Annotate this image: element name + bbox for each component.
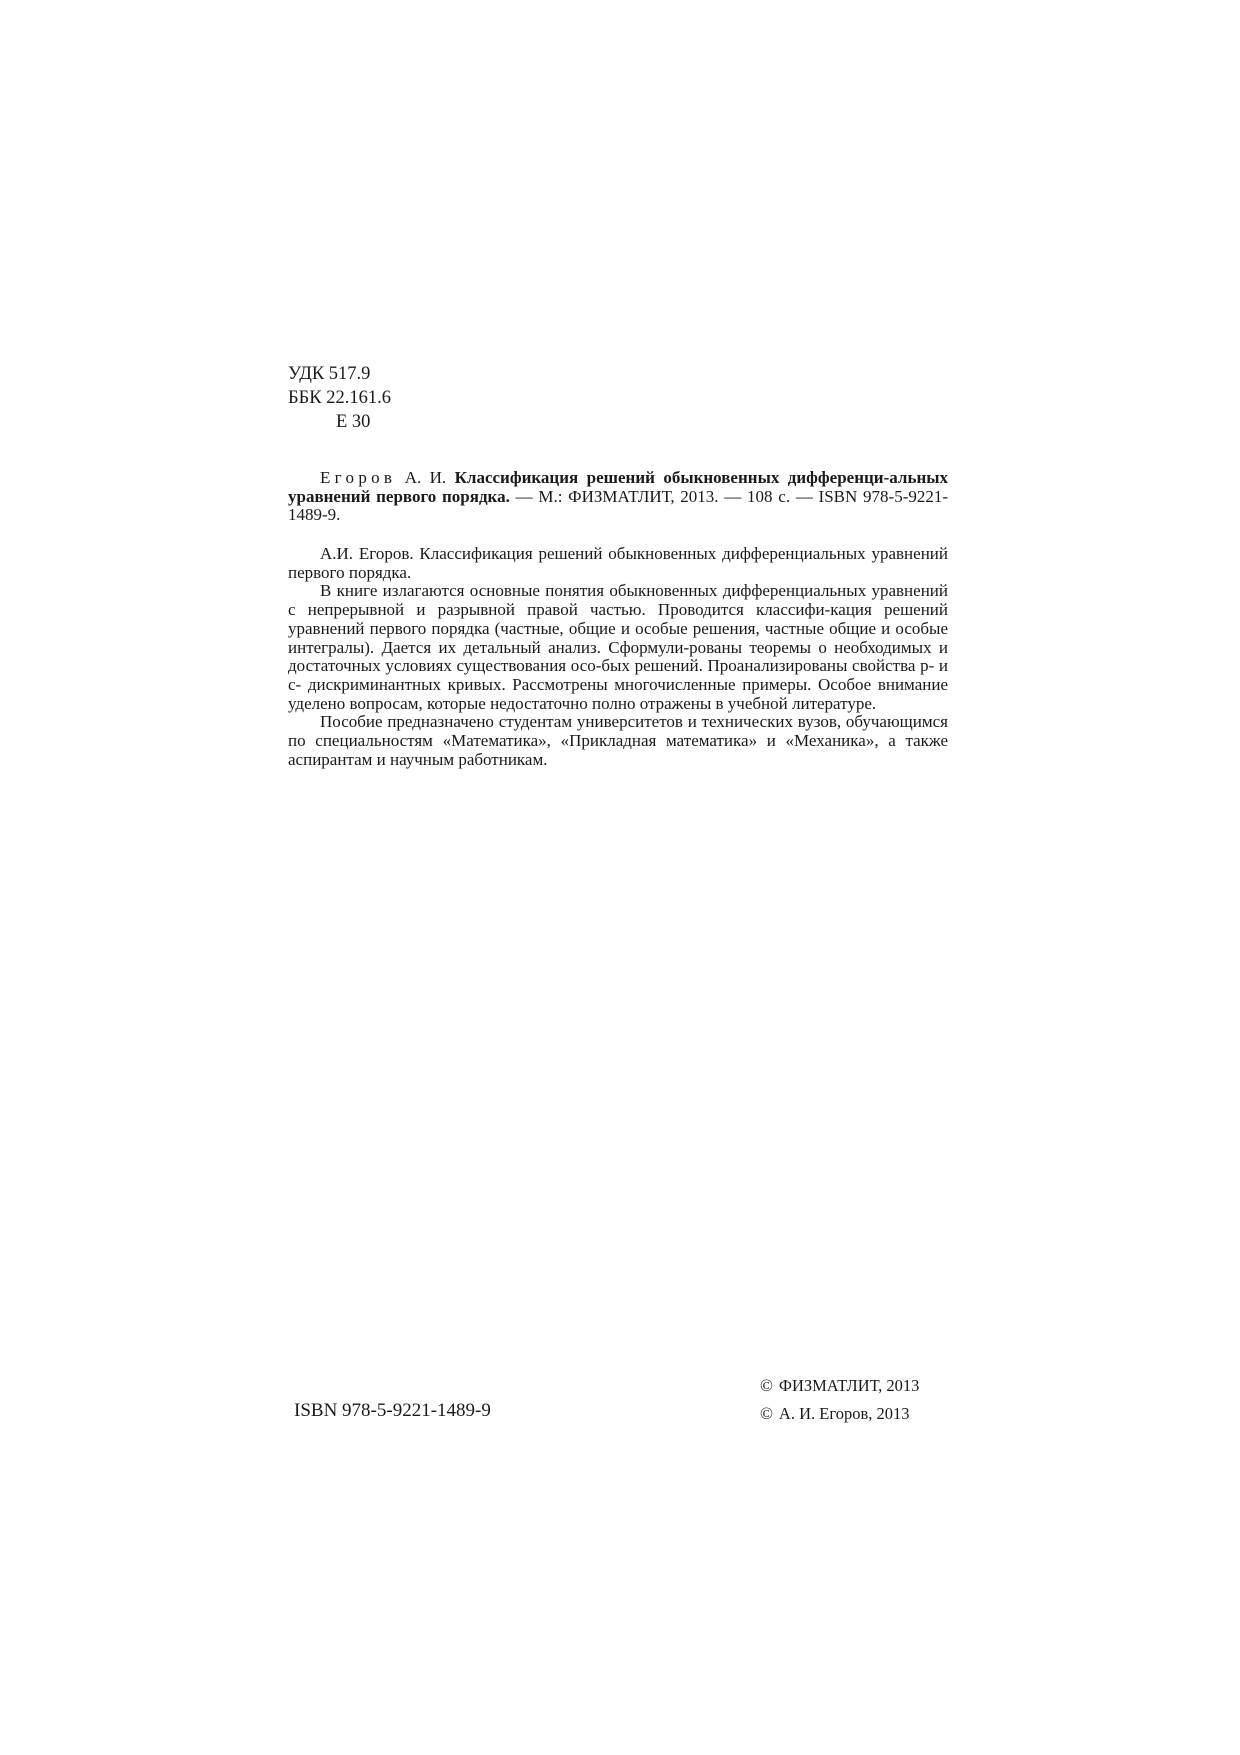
abstract-paragraph: Пособие предназначено студентам университетов и технических вузов, обучающимся по специальностям «Математика», «Прикладная математика» и «Механика», а также аспирантам и научным работникам. (288, 712, 948, 769)
bibliographic-record (288, 469, 948, 525)
abstract-paragraph: А.И. Егоров. Классификация решений обыкновенных дифференциальных уравнений первого порядка. (288, 544, 948, 582)
bbk-code: ББК 22.161.6 (288, 388, 391, 408)
book-title: Классификация решений обыкновенных дифференци-альных уравнений первого порядка. (288, 468, 949, 506)
copyright-block (760, 1372, 919, 1428)
classification-codes (288, 362, 391, 434)
copyright-holder: А. И. Егоров, 2013 (778, 1404, 910, 1423)
copyright-line (760, 1400, 919, 1428)
author-surname: Егоров (320, 468, 397, 487)
copyright-holder: ФИЗМАТЛИТ, 2013 (778, 1376, 920, 1395)
publication-info: — М.: ФИЗМАТЛИТ, 2013. — 108 с. — ISBN 978-5-9221-1489-9. (288, 486, 949, 525)
abstract-paragraph: В книге излагаются основные понятия обыкновенных дифференциальных уравнений с непрерывной и разрывной правой частью. Проводится классифи-кация решений уравнений первого порядка (частные, общие и особые решения, частные общие и особые интегралы). Дается их детальный анализ. Сформули-рованы теоремы о необходимых и достаточных условиях существования осо-бых решений. Проанализированы свойства p- и c- дискриминантных кривых. Рассмотрены многочисленные примеры. Особое внимание уделено вопросам, которые недостаточно полно отражены в учебной литературе. (288, 581, 948, 713)
copyright-icon: © (760, 1404, 773, 1423)
author-initials: А. И. (404, 468, 447, 487)
copyright-icon: © (760, 1376, 773, 1395)
bibliographic-paragraph (288, 469, 948, 525)
abstract (288, 545, 948, 769)
author-mark: Е 30 (336, 412, 371, 432)
copyright-line (760, 1372, 919, 1400)
udk-code: УДК 517.9 (288, 364, 371, 384)
isbn: ISBN 978-5-9221-1489-9 (294, 1400, 491, 1421)
